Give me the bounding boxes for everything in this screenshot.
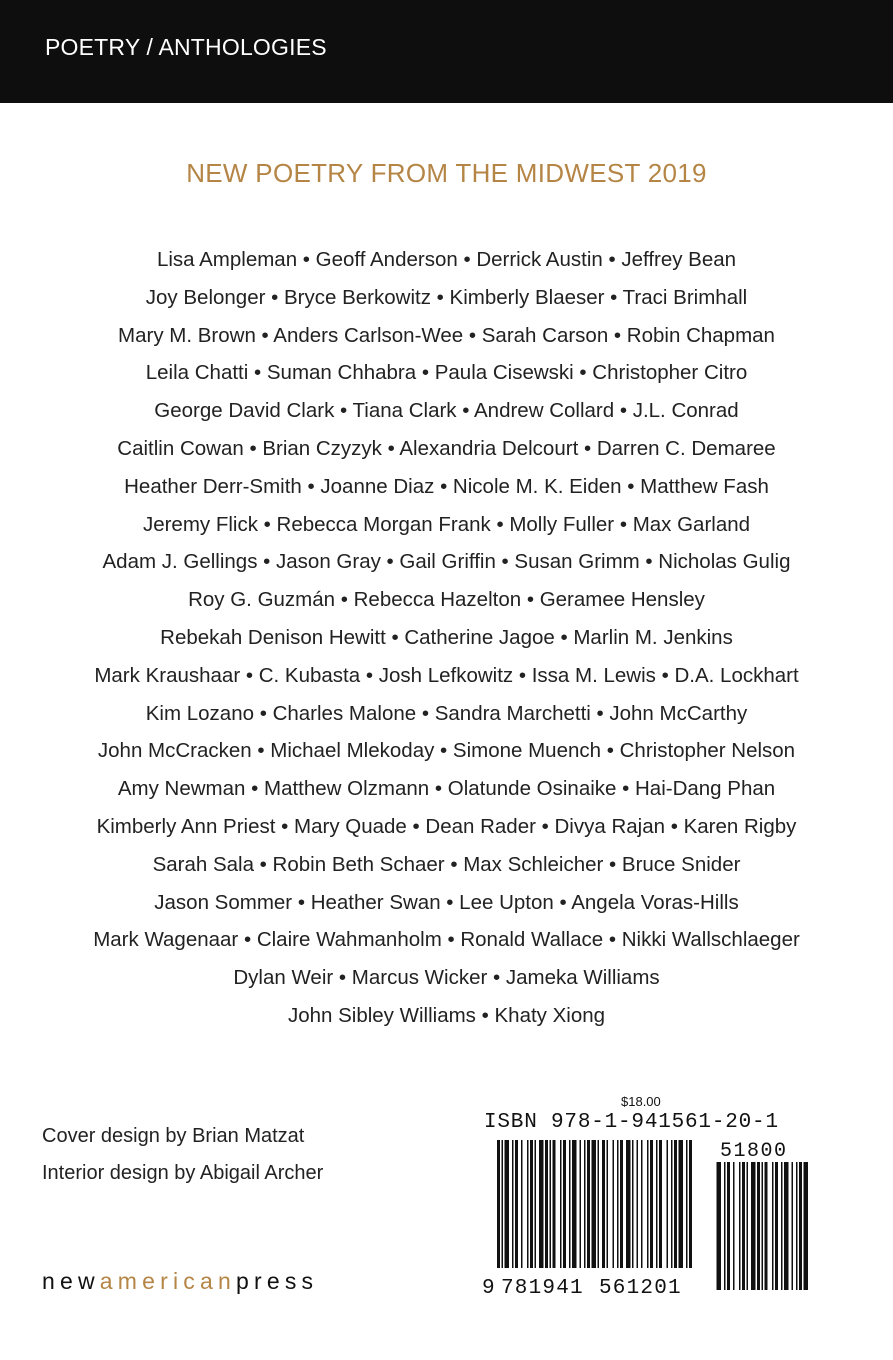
contributor-line: Mark Kraushaar • C. Kubasta • Josh Lefkowitz • Issa M. Lewis • D.A. Lockhart [94,663,799,687]
contributor-line: Caitlin Cowan • Brian Czyzyk • Alexandria Delcourt • Darren C. Demaree [117,436,776,460]
ean-first-digit: 9 [482,1277,495,1300]
contributor-line: John Sibley Williams • Khaty Xiong [287,1003,606,1027]
barcode [475,1140,820,1305]
barcode-bar [671,1140,673,1268]
contributor-line: Lisa Ampleman • Geoff Anderson • Derrick Austin • Jeffrey Bean [156,248,737,271]
barcode-bar [598,1140,600,1268]
barcode-bar [656,1140,658,1268]
contributor-line: Rebekah Denison Hewitt • Catherine Jagoe • Marlin M. Jenkins [160,625,733,649]
barcode-bar [626,1140,631,1268]
barcode-bar [784,1162,789,1290]
barcode-bar [592,1140,597,1290]
contributor-line: Roy G. Guzmán • Rebecca Hazelton • Geramee Hensley [188,588,705,612]
price-code-digits: 51800 [720,1140,788,1163]
barcode-bar [584,1140,586,1268]
barcode-bar [781,1162,783,1290]
barcode-bar [572,1140,577,1268]
barcode-bar [765,1162,768,1290]
barcode-bar [742,1162,745,1290]
barcode-bar [751,1162,756,1290]
barcode-bar [650,1140,653,1268]
barcode-bar [527,1140,529,1268]
contributor-line: Mary M. Brown • Anders Carlson-Wee • Sarah Carson • Robin Chapman [118,323,775,347]
ean-left-digits: 781941 [501,1277,584,1300]
publisher-part-press: press [236,1268,319,1294]
barcode-bar [550,1140,552,1268]
barcode-bar [641,1140,643,1268]
barcode-bar [587,1140,590,1268]
barcode-bar [602,1140,605,1268]
isbn-label: ISBN 978-1-941561-20-1 [484,1111,779,1134]
barcode-bar [560,1140,562,1268]
barcode-bar [539,1140,544,1268]
barcode-graphic [475,1140,820,1305]
interior-credit: Interior design by Abigail Archer [42,1162,324,1184]
contributor-line: Mark Wagenaar • Claire Wahmanholm • Ronald Wallace • Nikki Wallschlaeger [93,928,800,952]
barcode-bar [717,1162,722,1290]
barcode-bar [535,1140,537,1268]
barcode-bar [512,1140,514,1268]
barcode-bar [553,1140,556,1268]
cover-credit: Cover design by Brian Matzat [42,1125,305,1147]
barcode-bar [632,1140,634,1268]
barcode-bar [733,1162,735,1290]
contributor-line: Amy Newman • Matthew Olzmann • Olatunde Osinaike • Hai-Dang Phan [117,777,776,801]
barcode-bar [563,1140,566,1268]
barcode-bar [647,1140,649,1268]
contributor-line: Kim Lozano • Charles Malone • Sandra Marchetti • John McCarthy [145,701,748,725]
barcode-bar [804,1162,809,1290]
barcode-bar [637,1140,639,1268]
top-banner [0,0,893,103]
barcode-bar [667,1140,669,1268]
contributor-line: Heather Derr-Smith • Joanne Diaz • Nicole M. K. Eiden • Matthew Fash [124,474,769,498]
barcode-bar [757,1162,760,1290]
barcode-bar [580,1140,582,1268]
barcode-bar [545,1140,548,1268]
barcode-bar [799,1162,802,1290]
ean-bars [497,1140,692,1290]
ean-right-digits: 561201 [599,1277,682,1300]
price-label: $18.00 [621,1094,661,1109]
design-credits [42,1118,323,1192]
category-label: POETRY / ANTHOLOGIES [45,34,327,60]
contributor-line: Adam J. Gellings • Jason Gray • Gail Griffin • Susan Grimm • Nicholas Gulig [102,550,791,574]
publisher-part-american: american [99,1268,236,1294]
contributor-line: Joy Belonger • Bryce Berkowitz • Kimberly Blaeser • Traci Brimhall [145,285,748,309]
barcode-bar [772,1162,774,1290]
contributor-line: Jason Sommer • Heather Swan • Lee Upton • Angela Voras-Hills [154,890,739,914]
addon-bars [717,1162,809,1290]
barcode-bar [617,1140,619,1268]
barcode-bar [620,1140,623,1268]
barcode-bar [502,1140,504,1290]
barcode-bar [569,1140,571,1268]
contributor-list [20,241,873,1035]
contributor-line: Leila Chatti • Suman Chhabra • Paula Cisewski • Christopher Citro [145,361,748,385]
barcode-bar [515,1140,518,1268]
barcode-bar [739,1162,741,1290]
contributor-line: Sarah Sala • Robin Beth Schaer • Max Schleicher • Bruce Snider [152,852,741,876]
barcode-bar [689,1140,692,1290]
contributor-line: George David Clark • Tiana Clark • Andrew Collard • J.L. Conrad [154,399,739,423]
barcode-bar [521,1140,523,1268]
barcode-bar [659,1140,662,1268]
contributor-line: John McCracken • Michael Mlekoday • Simone Muench • Christopher Nelson [97,739,796,763]
contributor-line: Kimberly Ann Priest • Mary Quade • Dean Rader • Divya Rajan • Karen Rigby [96,814,797,838]
barcode-bar [762,1162,764,1290]
barcode-bar [775,1162,778,1290]
barcode-bar [724,1162,726,1290]
barcode-bar [679,1140,684,1268]
book-title: NEW POETRY FROM THE MIDWEST 2019 [186,158,707,188]
publisher-part-new: new [42,1268,100,1294]
barcode-bar [727,1162,730,1290]
barcode-bar [505,1140,510,1268]
barcode-bar [792,1162,794,1290]
barcode-bar [796,1162,798,1290]
publisher-logo [42,1268,318,1295]
contributor-line: Jeremy Flick • Rebecca Morgan Frank • Molly Fuller • Max Garland [142,512,751,536]
barcode-bar [747,1162,749,1290]
barcode-bar [686,1140,688,1268]
barcode-bar [607,1140,609,1268]
contributor-line: Dylan Weir • Marcus Wicker • Jameka Williams [233,966,660,990]
barcode-bar [530,1140,533,1268]
barcode-bar [613,1140,615,1268]
barcode-bar [674,1140,677,1268]
barcode-bar [497,1140,500,1290]
